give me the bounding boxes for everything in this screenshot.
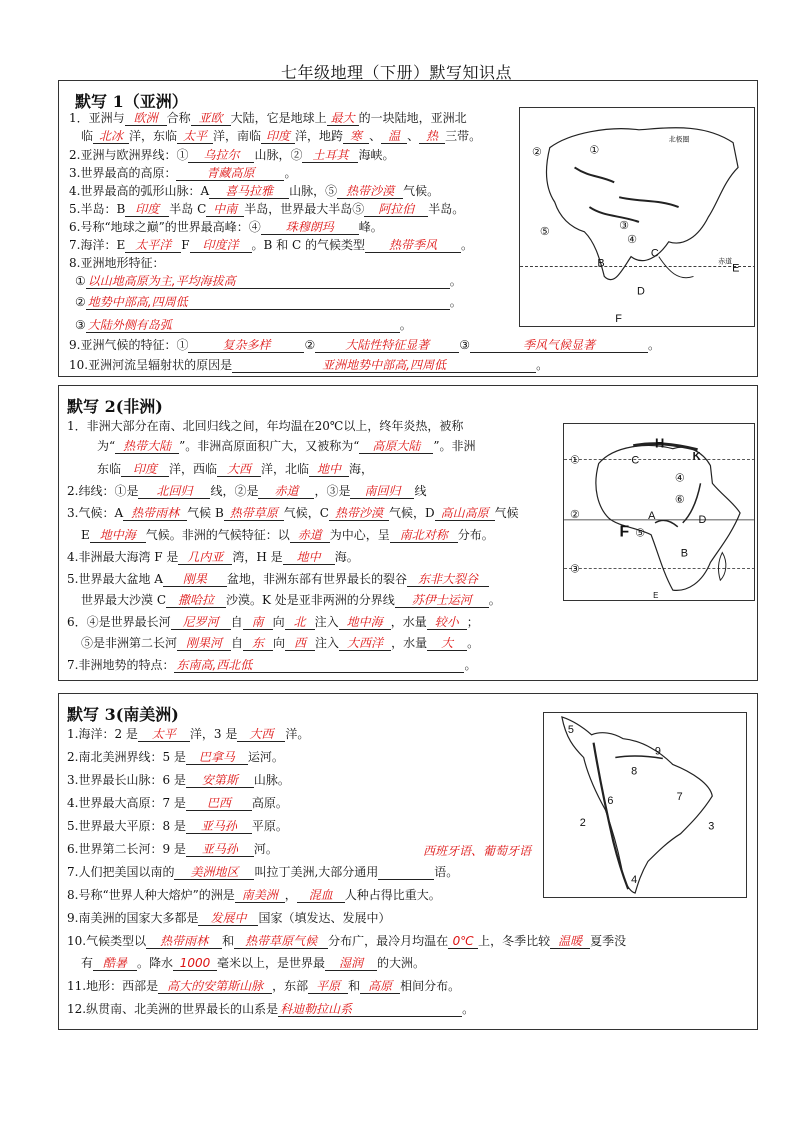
africa-map-label-C: C — [631, 454, 640, 467]
answer-field[interactable]: 地势中部高,四周低 — [86, 296, 450, 310]
africa-map-label-H: H — [655, 435, 665, 451]
page-title: 七年级地理（下册）默写知识点 — [280, 63, 512, 82]
africa-q2: 2.纬线：①是 北回归 线，②是 赤道 ，③是 南回归 线 — [67, 484, 427, 498]
asia-q8-1: ① 以山地高原为主,平均海拔高 。 — [75, 274, 462, 288]
answer-field[interactable]: 赤道 — [290, 529, 330, 543]
answer-field[interactable]: 珠穆朗玛 — [261, 221, 359, 235]
africa-q6b: ⑤是非洲第二长河 刚果河 自 东 向 西 注入 大西洋 ，水量 大 。 — [81, 636, 480, 650]
answer-field[interactable]: 阿拉伯 — [364, 203, 428, 217]
asia-map-label-D: D — [637, 285, 645, 298]
sa-map-label-2: 2 — [579, 816, 586, 829]
asia-map-svg — [520, 108, 754, 326]
handwritten-answer-language: 西班牙语、葡萄牙语 — [423, 844, 532, 858]
answer-field[interactable]: 高原大陆 — [359, 440, 433, 454]
answer-field[interactable]: 欧洲 — [125, 112, 167, 126]
africa-q5: 5.世界最大盆地 A 刚果 盆地，非洲东部有世界最长的裂谷 东非大裂谷 — [67, 571, 489, 587]
asia-q6: 6.号称“地球之巅”的世界最高峰：④ 珠穆朗玛 峰。 — [69, 220, 383, 234]
section-title-south-america: 默写 3(南美洲) — [67, 705, 179, 724]
answer-field[interactable]: 苏伊士运河 — [395, 594, 489, 608]
answer-field[interactable]: 大 — [427, 637, 467, 651]
sa-map-label-3: 3 — [708, 820, 715, 833]
answer-field[interactable]: 北冰 — [93, 130, 129, 144]
africa-map-label-K: K — [692, 450, 701, 463]
asia-q5: 5.半岛：B 印度 半岛 C 中南 半岛，世界最大半岛⑤ 阿拉伯 半岛。 — [69, 202, 465, 216]
answer-field[interactable]: 几内亚 — [178, 551, 232, 565]
answer-field[interactable]: 大西 — [237, 728, 285, 742]
asia-map-label-1: ① — [589, 144, 600, 157]
answer-field[interactable]: 热带沙漠 — [329, 507, 389, 521]
answer-field[interactable]: 美洲地区 — [174, 866, 254, 880]
answer-field[interactable]: 南 — [243, 616, 273, 630]
answer-field[interactable]: 科迪勒拉山系 — [278, 1003, 462, 1017]
africa-map-label-E: E — [653, 591, 659, 600]
answer-field[interactable]: 北 — [285, 616, 315, 630]
sa-map-label-8: 8 — [631, 765, 638, 778]
asia-q1: 1．亚洲与 欧洲 合称 亚欧 大陆，它是地球上 最大 的一块陆地，亚洲北 — [69, 111, 467, 125]
africa-map-label-3: ③ — [570, 563, 580, 576]
answer-field[interactable]: 太平 — [138, 728, 190, 742]
africa-q3: 3.气候：A 热带雨林 气候 B 热带草原 气候，C 热带沙漠 气候，D 高山高原 气候 — [67, 506, 519, 520]
answer-field[interactable]: 高山高原 — [435, 507, 495, 521]
asia-q8: 8.亚洲地形特征： — [69, 256, 165, 270]
africa-map-label-4: ④ — [674, 472, 685, 485]
answer-field[interactable]: 地中海 — [339, 616, 391, 630]
asia-q10: 10.亚洲河流呈辐射状的原因是 亚洲地势中部高,四周低 。 — [69, 358, 549, 372]
answer-field[interactable]: 西 — [285, 637, 315, 651]
answer-field[interactable]: 东南高,西北低 — [174, 659, 464, 673]
answer-field[interactable]: 亚洲地势中部高,四周低 — [232, 359, 536, 373]
africa-map-label-A: A — [648, 509, 656, 522]
africa-q7: 7.非洲地势的特点： 东南高,西北低 。 — [67, 658, 477, 672]
answer-field[interactable]: 南美洲 — [235, 889, 285, 903]
answer-field[interactable]: 平原 — [308, 980, 348, 994]
answer-field[interactable]: 季风气候显著 — [470, 339, 648, 353]
answer-field[interactable]: 地中 — [309, 463, 349, 477]
answer-field[interactable]: 发展中 — [198, 912, 258, 926]
asia-map-label-3: ③ — [619, 219, 629, 232]
sa-q10: 10.气候类型以 热带雨林 和 热带草原气候 分布广，最冷月均温在 0℃ 上，冬季比较 温暖 夏季没 — [67, 934, 627, 948]
sa-q11: 11.地形：西部是 高大的安第斯山脉 ，东部 平原 和 高原 相间分布。 — [67, 979, 461, 993]
answer-field[interactable]: 大陆外侧有岛弧 — [86, 319, 400, 333]
asia-map-label-C: C — [650, 247, 659, 260]
africa-map-label-D: D — [698, 513, 707, 526]
asia-map-label-B: B — [597, 257, 605, 270]
answer-field[interactable]: 赤道 — [258, 485, 314, 499]
asia-q1b: 临 北冰 洋，东临 太平 洋，南临 印度 洋，地跨 寒 、 温 、 热 三带。 — [81, 129, 482, 143]
africa-map-label-2: ② — [570, 508, 580, 521]
africa-q1: 1．非洲大部分在南、北回归线之间，年均温在20℃以上，终年炎热，被称 — [67, 419, 464, 433]
answer-field[interactable]: 寒 — [343, 130, 369, 144]
sa-q9: 9.南美洲的国家大多都是 发展中 国家（填发达、发展中） — [67, 911, 391, 925]
africa-map-label-F: F — [619, 523, 630, 541]
answer-field[interactable]: 巴西 — [186, 797, 252, 811]
africa-map-label-6: ⑥ — [674, 494, 685, 507]
answer-field[interactable]: 温暖 — [550, 935, 590, 949]
answer-field[interactable]: 刚果河 — [177, 637, 231, 651]
answer-field[interactable]: 青藏高原 — [176, 167, 284, 181]
answer-field[interactable]: 较小 — [427, 616, 467, 630]
answer-field[interactable]: 热带雨林 — [123, 507, 187, 521]
answer-field[interactable]: 地中海 — [90, 529, 146, 543]
answer-field[interactable]: 南北对称 — [390, 529, 458, 543]
asia-map-label-2: ② — [531, 146, 542, 159]
africa-map-svg — [564, 424, 754, 600]
answer-field[interactable]: 中南 — [206, 203, 244, 217]
answer-field[interactable]: 亚马孙 — [186, 843, 254, 857]
section-title-asia: 默写 1（亚洲） — [75, 92, 188, 111]
answer-field[interactable]: 高原 — [360, 980, 400, 994]
answer-field[interactable]: 印度 — [125, 203, 169, 217]
asia-q3: 3.世界最高的高原： 青藏高原 。 — [69, 166, 297, 180]
asia-map-label-E: E — [732, 262, 740, 275]
sa-q6: 6.世界第二长河：9 是 亚马孙 河。 — [67, 842, 278, 856]
section-africa — [58, 385, 758, 681]
asia-map-arctic: 北极圈 — [668, 136, 690, 144]
sa-q8: 8.号称“世界人种大熔炉”的洲是 南美洲 ， 混血 人种占得比重大。 — [67, 888, 441, 902]
answer-field[interactable]: 1000 — [173, 957, 217, 971]
sa-map-label-5: 5 — [567, 723, 574, 736]
africa-q6: 6．④是世界最长河 尼罗河 自 南 向 北 注入 地中海 ，水量 较小 ； — [67, 615, 479, 629]
answer-field[interactable]: 刚果 — [163, 573, 227, 587]
south-america-map — [543, 712, 747, 898]
answer-field[interactable]: 以山地高原为主,平均海拔高 — [86, 275, 450, 289]
asia-map-label-5: ⑤ — [539, 225, 550, 238]
asia-q8-3: ③ 大陆外侧有岛弧 。 — [75, 318, 412, 332]
sa-map-label-4: 4 — [631, 874, 638, 887]
answer-field[interactable]: 亚欧 — [191, 112, 231, 126]
africa-map — [563, 423, 755, 601]
answer-field[interactable] — [378, 866, 434, 880]
answer-field[interactable]: 热带草原 — [224, 507, 284, 521]
sa-q3: 3.世界最长山脉：6 是 安第斯 山脉。 — [67, 773, 290, 787]
asia-map-label-4: ④ — [627, 233, 637, 246]
answer-field[interactable]: 印度 — [121, 463, 169, 477]
answer-field[interactable]: 北回归 — [138, 485, 210, 499]
answer-field[interactable]: 印度洋 — [190, 239, 252, 253]
sa-q12: 12.纵贯南、北美洲的世界最长的山系是 科迪勒拉山系 。 — [67, 1002, 475, 1016]
answer-field[interactable]: 东 — [243, 637, 273, 651]
answer-field[interactable]: 土耳其 — [302, 149, 358, 163]
answer-field[interactable]: 热 — [419, 130, 445, 144]
section-asia — [58, 80, 758, 377]
answer-field[interactable]: 巴拿马 — [186, 751, 248, 765]
asia-q2: 2.亚洲与欧洲界线：① 乌拉尔 山脉，② 土耳其 海峡。 — [69, 148, 395, 162]
africa-q4: 4.非洲最大海湾 F 是 几内亚 湾，H 是 地中 海。 — [67, 550, 359, 564]
asia-q7: 7.海洋：E 太平洋 F 印度洋 。B 和 C 的气候类型 热带季风 。 — [69, 238, 474, 252]
answer-field[interactable]: 湿润 — [325, 957, 377, 971]
answer-field[interactable]: 大陆性特征显著 — [315, 339, 459, 353]
answer-field[interactable]: 太平 — [177, 130, 213, 144]
answer-field[interactable]: 南回归 — [350, 485, 414, 499]
africa-q3b: E 地中海 气候。非洲的气候特征：以 赤道 为中心，呈 南北对称 分布。 — [81, 528, 494, 542]
answer-field[interactable]: 高大的安第斯山脉 — [158, 980, 272, 994]
sa-q10b: 有 酷暑 。降水 1000 毫米以上，是世界最 湿润 的大洲。 — [81, 956, 426, 970]
answer-field[interactable]: 乌拉尔 — [188, 149, 254, 163]
answer-field[interactable]: 印度 — [261, 130, 295, 144]
answer-field[interactable]: 酷暑 — [93, 957, 137, 971]
answer-field[interactable]: 亚马孙 — [186, 820, 252, 834]
answer-field[interactable]: 热带季风 — [365, 239, 461, 253]
section-title-africa: 默写 2(非洲) — [67, 397, 163, 416]
answer-field[interactable]: 热带草原气候 — [234, 935, 328, 949]
sa-q1: 1.海洋：2 是 太平 洋，3 是 大西 洋。 — [67, 727, 310, 741]
answer-field[interactable]: 安第斯 — [186, 774, 254, 788]
sa-map-label-9: 9 — [654, 745, 661, 758]
south-america-map-svg — [544, 713, 746, 897]
africa-q5b: 世界最大沙漠 C 撒哈拉 沙漠。K 处是亚非两洲的分界线 苏伊士运河 。 — [81, 593, 501, 607]
answer-field[interactable]: 大西 — [217, 463, 261, 477]
answer-field[interactable]: 撒哈拉 — [166, 594, 226, 608]
section-south-america — [58, 693, 758, 1030]
sa-q4: 4.世界最大高原：7 是 巴西 高原。 — [67, 796, 288, 810]
answer-field[interactable]: 混血 — [297, 889, 345, 903]
asia-q4: 4.世界最高的弧形山脉：A 喜马拉雅 山脉，⑤ 热带沙漠 气候。 — [69, 184, 440, 198]
answer-field[interactable]: 复杂多样 — [188, 339, 304, 353]
answer-field[interactable]: 大西洋 — [339, 637, 391, 651]
answer-field[interactable]: 热带沙漠 — [337, 185, 403, 199]
answer-field[interactable]: 最大 — [327, 112, 359, 126]
answer-field[interactable]: 尼罗河 — [171, 616, 231, 630]
africa-map-label-1: ① — [570, 454, 580, 467]
africa-map-label-5: ⑤ — [635, 527, 646, 540]
answer-field[interactable]: 东非大裂谷 — [407, 573, 489, 587]
asia-q8-2: ② 地势中部高,四周低 。 — [75, 295, 462, 309]
answer-field[interactable]: 热带雨林 — [146, 935, 222, 949]
sa-map-label-7: 7 — [676, 791, 683, 804]
asia-q9: 9.亚洲气候的特征：① 复杂多样 ② 大陆性特征显著 ③ 季风气候显著 。 — [69, 338, 660, 352]
asia-map — [519, 107, 755, 327]
sa-q7: 7.人们把美国以南的 美洲地区 叫拉丁美洲,大部分通用 语。 — [67, 865, 459, 879]
asia-map-label-F: F — [615, 313, 622, 326]
answer-field[interactable]: 喜马拉雅 — [209, 185, 289, 199]
africa-q1c: 东临 印度 洋，西临 大西 洋，北临 地中 海， — [97, 462, 374, 476]
answer-field[interactable]: 温 — [381, 130, 407, 144]
answer-field[interactable]: 0℃ — [448, 935, 478, 949]
asia-map-equator: 赤道 — [718, 258, 733, 266]
sa-map-label-6: 6 — [607, 795, 614, 808]
africa-q1b: 为“ 热带大陆 ”。非洲高原面积广大，又被称为“ 高原大陆 ”。非洲 — [97, 439, 476, 453]
answer-field[interactable]: 太平洋 — [125, 239, 181, 253]
answer-field[interactable]: 地中 — [283, 551, 335, 565]
africa-map-label-B: B — [680, 547, 689, 560]
sa-q5: 5.世界最大平原：8 是 亚马孙 平原。 — [67, 819, 288, 833]
answer-field[interactable]: 热带大陆 — [115, 440, 179, 454]
sa-q2: 2.南北美洲界线：5 是 巴拿马 运河。 — [67, 750, 284, 764]
